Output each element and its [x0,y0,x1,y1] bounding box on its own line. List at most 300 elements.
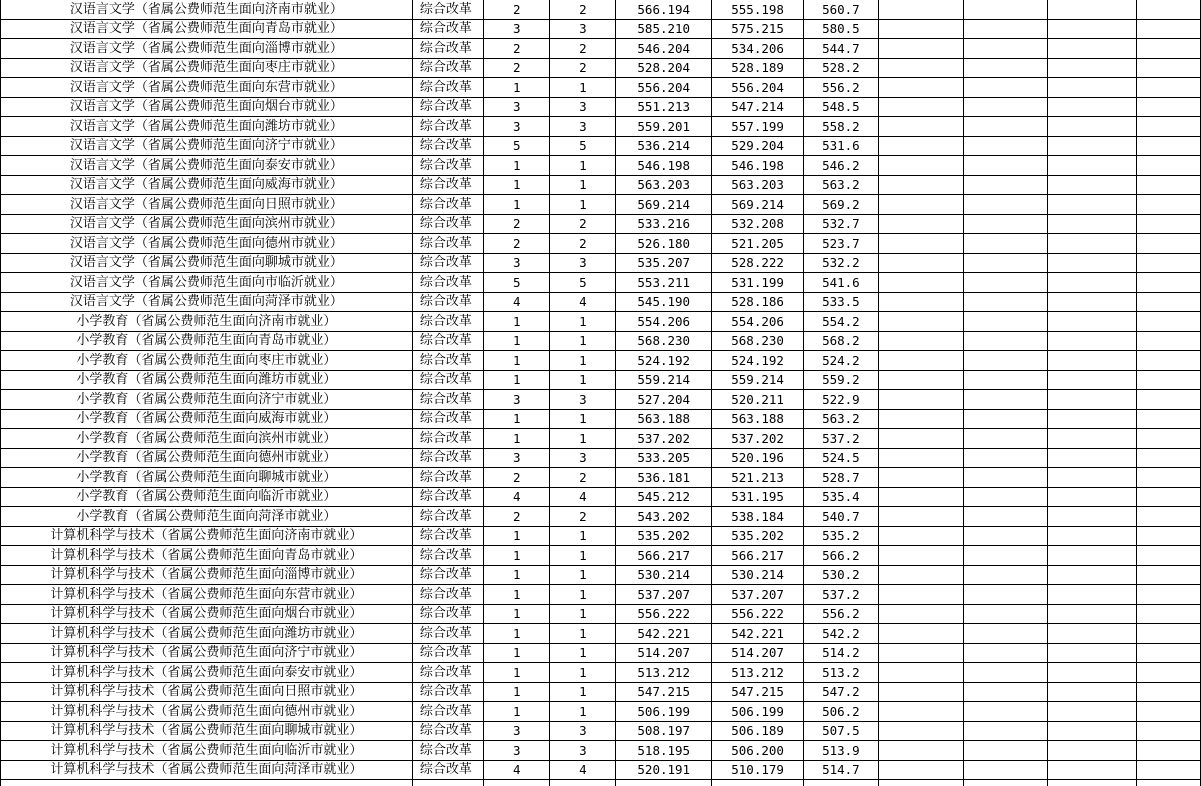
plan-count-cell: 3 [484,97,550,117]
avg-score-cell: 537.2 [804,429,879,449]
table-row [1,0,1201,19]
table-row [1,526,1201,546]
max-score-cell: 526.180 [616,234,712,254]
min-score-cell: 506.200 [712,741,804,761]
avg-score-cell: 537.2 [804,585,879,605]
empty-cell [1048,507,1137,527]
major-cell: 小学教育（省属公费师范生面向济南市就业） [1,312,413,332]
empty-cell [963,39,1047,59]
empty-cell [1048,390,1137,410]
major-cell: 计算机科学与技术（省属公费师范生面向烟台市就业） [1,604,413,624]
category-cell: 综合改革 [412,741,483,761]
empty-cell [963,97,1047,117]
empty-cell [1048,448,1137,468]
empty-cell [878,78,963,98]
max-score-cell: 535.202 [616,526,712,546]
empty-cell [1136,39,1200,59]
admitted-count-cell: 3 [550,741,616,761]
category-cell: 综合改革 [412,97,483,117]
table-row [1,468,1201,488]
avg-score-cell: 532.2 [804,253,879,273]
plan-count-cell: 2 [484,39,550,59]
category-cell: 综合改革 [412,117,483,137]
category-cell: 综合改革 [412,702,483,722]
major-cell: 汉语言文学（省属公费师范生面向泰安市就业） [1,156,413,176]
major-cell: 计算机科学与技术（省属公费师范生面向东营市就业） [1,585,413,605]
admitted-count-cell: 3 [550,448,616,468]
max-score-cell: 528.204 [616,58,712,78]
plan-count-cell: 1 [484,370,550,390]
empty-cell [963,78,1047,98]
table-row [1,331,1201,351]
empty-cell [878,702,963,722]
max-score-cell: 527.204 [616,390,712,410]
empty-cell [878,663,963,683]
min-score-cell: 529.204 [712,136,804,156]
empty-cell [1048,526,1137,546]
empty-cell [1048,487,1137,507]
plan-count-cell: 4 [484,292,550,312]
category-cell: 综合改革 [412,39,483,59]
major-cell: 计算机科学与技术（省属公费师范生面向淄博市就业） [1,565,413,585]
major-cell: 汉语言文学（省属公费师范生面向市临沂就业） [1,273,413,293]
empty-cell [1048,156,1137,176]
min-score-cell: 547.214 [712,97,804,117]
empty-cell [878,487,963,507]
min-score-cell: 506.189 [712,721,804,741]
category-cell: 综合改革 [412,487,483,507]
max-score-cell: 568.230 [616,331,712,351]
admitted-count-cell: 1 [550,585,616,605]
table-row [1,604,1201,624]
min-score-cell: 528.222 [712,253,804,273]
empty-cell [1048,624,1137,644]
empty-cell [963,312,1047,332]
major-cell: 汉语言文学（省属公费师范生面向枣庄市就业） [1,58,413,78]
min-score-cell: 514.207 [712,643,804,663]
table-row [1,741,1201,761]
avg-score-cell: 541.6 [804,273,879,293]
empty-cell [1136,234,1200,254]
empty-cell [1136,546,1200,566]
avg-score-cell: 528.2 [804,58,879,78]
major-cell: 汉语言文学（省属公费师范生面向菏泽市就业） [1,292,413,312]
admitted-count-cell: 1 [550,682,616,702]
plan-count-cell: 1 [484,312,550,332]
min-score-cell: 554.206 [712,312,804,332]
admitted-count-cell: 3 [550,117,616,137]
min-score-cell: 555.198 [712,0,804,19]
major-cell: 小学教育（省属公费师范生面向德州市就业） [1,448,413,468]
category-cell: 综合改革 [412,136,483,156]
empty-cell [1048,351,1137,371]
table-row [1,117,1201,137]
table-row [1,312,1201,332]
empty-cell [963,468,1047,488]
min-score-cell: 528.186 [712,292,804,312]
table-row [1,156,1201,176]
empty-cell [1048,78,1137,98]
major-cell: 小学教育（省属公费师范生面向青岛市就业） [1,331,413,351]
empty-cell [963,585,1047,605]
major-cell: 汉语言文学（省属公费师范生面向德州市就业） [1,234,413,254]
empty-cell [1048,195,1137,215]
empty-cell [963,663,1047,683]
max-score-cell: 569.214 [616,195,712,215]
empty-cell [1136,117,1200,137]
max-score-cell: 547.215 [616,682,712,702]
empty-cell [878,565,963,585]
plan-count-cell: 1 [484,175,550,195]
min-score-cell: 531.195 [712,487,804,507]
plan-count-cell: 5 [484,136,550,156]
category-cell: 综合改革 [412,292,483,312]
empty-cell [1136,351,1200,371]
empty-cell [1136,214,1200,234]
empty-cell [878,253,963,273]
major-cell: 小学教育（省属公费师范生面向滨州市就业） [1,429,413,449]
category-cell: 综合改革 [412,214,483,234]
admitted-count-cell: 3 [550,390,616,410]
empty-cell [1048,585,1137,605]
max-score-cell: 518.195 [616,741,712,761]
empty-cell [1048,0,1137,19]
avg-score-cell: 535.4 [804,487,879,507]
empty-cell [484,780,550,786]
category-cell: 综合改革 [412,468,483,488]
category-cell: 综合改革 [412,390,483,410]
plan-count-cell: 3 [484,253,550,273]
table-body [1,0,1201,786]
major-cell: 小学教育（省属公费师范生面向临沂市就业） [1,487,413,507]
min-score-cell: 532.208 [712,214,804,234]
empty-cell [878,0,963,19]
plan-count-cell: 1 [484,351,550,371]
major-cell: 汉语言文学（省属公费师范生面向潍坊市就业） [1,117,413,137]
empty-cell [878,409,963,429]
major-cell: 汉语言文学（省属公费师范生面向青岛市就业） [1,19,413,39]
major-cell: 计算机科学与技术（省属公费师范生面向济南市就业） [1,526,413,546]
empty-cell [1048,19,1137,39]
table-row [1,175,1201,195]
empty-cell [1136,526,1200,546]
avg-score-cell: 524.5 [804,448,879,468]
empty-cell [878,585,963,605]
empty-cell [963,448,1047,468]
empty-cell [878,58,963,78]
empty-cell [1048,58,1137,78]
admitted-count-cell: 1 [550,370,616,390]
avg-score-cell: 523.7 [804,234,879,254]
major-cell: 汉语言文学（省属公费师范生面向济宁市就业） [1,136,413,156]
avg-score-cell: 532.7 [804,214,879,234]
plan-count-cell: 4 [484,760,550,780]
min-score-cell: 520.211 [712,390,804,410]
min-score-cell: 559.214 [712,370,804,390]
table-row [1,682,1201,702]
empty-cell [712,780,804,786]
min-score-cell: 534.206 [712,39,804,59]
empty-cell [963,331,1047,351]
major-cell: 小学教育（省属公费师范生面向潍坊市就业） [1,370,413,390]
table-row [1,702,1201,722]
empty-cell [878,643,963,663]
empty-cell [1136,702,1200,722]
admitted-count-cell: 2 [550,507,616,527]
admitted-count-cell: 1 [550,663,616,683]
empty-cell [1136,760,1200,780]
max-score-cell: 546.198 [616,156,712,176]
category-cell: 综合改革 [412,643,483,663]
avg-score-cell: 560.7 [804,0,879,19]
min-score-cell: 513.212 [712,663,804,683]
table-row [1,97,1201,117]
empty-cell [1048,409,1137,429]
plan-count-cell: 2 [484,0,550,19]
admitted-count-cell: 1 [550,702,616,722]
plan-count-cell: 2 [484,234,550,254]
max-score-cell: 545.190 [616,292,712,312]
max-score-cell: 513.212 [616,663,712,683]
avg-score-cell: 563.2 [804,409,879,429]
min-score-cell: 535.202 [712,526,804,546]
major-cell: 汉语言文学（省属公费师范生面向济南市就业） [1,0,413,19]
empty-cell [878,682,963,702]
admitted-count-cell: 2 [550,234,616,254]
min-score-cell: 563.203 [712,175,804,195]
major-cell: 小学教育（省属公费师范生面向枣庄市就业） [1,351,413,371]
avg-score-cell: 556.2 [804,604,879,624]
table-row [1,78,1201,98]
empty-cell [878,741,963,761]
major-cell: 小学教育（省属公费师范生面向聊城市就业） [1,468,413,488]
empty-cell [1048,760,1137,780]
table-row [1,390,1201,410]
empty-cell [550,780,616,786]
plan-count-cell: 3 [484,741,550,761]
min-score-cell: 528.189 [712,58,804,78]
table-row [1,585,1201,605]
category-cell: 综合改革 [412,585,483,605]
avg-score-cell: 548.5 [804,97,879,117]
empty-cell [1136,585,1200,605]
plan-count-cell: 1 [484,409,550,429]
category-cell: 综合改革 [412,195,483,215]
admitted-count-cell: 4 [550,760,616,780]
empty-cell [1048,214,1137,234]
plan-count-cell: 1 [484,585,550,605]
plan-count-cell: 5 [484,273,550,293]
avg-score-cell: 533.5 [804,292,879,312]
empty-cell [1048,565,1137,585]
admitted-count-cell: 1 [550,429,616,449]
major-cell: 小学教育（省属公费师范生面向威海市就业） [1,409,413,429]
max-score-cell: 563.203 [616,175,712,195]
plan-count-cell: 2 [484,58,550,78]
empty-cell [878,19,963,39]
empty-cell [412,780,483,786]
category-cell: 综合改革 [412,624,483,644]
empty-cell [963,721,1047,741]
table-row [1,507,1201,527]
category-cell: 综合改革 [412,546,483,566]
max-score-cell: 585.210 [616,19,712,39]
max-score-cell: 566.194 [616,0,712,19]
table-row [1,409,1201,429]
empty-cell [963,58,1047,78]
category-cell: 综合改革 [412,19,483,39]
empty-cell [963,409,1047,429]
table-row [1,292,1201,312]
empty-cell [1048,780,1137,786]
major-cell: 计算机科学与技术（省属公费师范生面向菏泽市就业） [1,760,413,780]
max-score-cell: 535.207 [616,253,712,273]
category-cell: 综合改革 [412,253,483,273]
table-row [1,273,1201,293]
plan-count-cell: 1 [484,156,550,176]
category-cell: 综合改革 [412,760,483,780]
empty-cell [1048,97,1137,117]
max-score-cell: 559.201 [616,117,712,137]
avg-score-cell: 542.2 [804,624,879,644]
major-cell: 计算机科学与技术（省属公费师范生面向临沂市就业） [1,741,413,761]
plan-count-cell: 1 [484,624,550,644]
empty-cell [963,351,1047,371]
empty-cell [1136,370,1200,390]
min-score-cell: 569.214 [712,195,804,215]
empty-cell [878,448,963,468]
max-score-cell: 566.217 [616,546,712,566]
empty-cell [963,390,1047,410]
major-cell: 汉语言文学（省属公费师范生面向滨州市就业） [1,214,413,234]
table-row [1,195,1201,215]
min-score-cell: 537.202 [712,429,804,449]
avg-score-cell: 558.2 [804,117,879,137]
empty-cell [1136,780,1200,786]
empty-cell [1136,19,1200,39]
admitted-count-cell: 1 [550,409,616,429]
max-score-cell: 514.207 [616,643,712,663]
max-score-cell: 559.214 [616,370,712,390]
empty-cell [1048,604,1137,624]
plan-count-cell: 3 [484,117,550,137]
empty-cell [1136,253,1200,273]
max-score-cell: 520.191 [616,760,712,780]
min-score-cell: 566.217 [712,546,804,566]
avg-score-cell: 569.2 [804,195,879,215]
category-cell: 综合改革 [412,234,483,254]
major-cell: 计算机科学与技术（省属公费师范生面向德州市就业） [1,702,413,722]
table-row [1,546,1201,566]
category-cell: 综合改革 [412,156,483,176]
avg-score-cell: 559.2 [804,370,879,390]
min-score-cell: 520.196 [712,448,804,468]
plan-count-cell: 1 [484,331,550,351]
empty-cell [1048,273,1137,293]
category-cell: 综合改革 [412,565,483,585]
empty-cell [1048,370,1137,390]
avg-score-cell: 556.2 [804,78,879,98]
min-score-cell: 563.188 [712,409,804,429]
major-cell: 计算机科学与技术（省属公费师范生面向日照市就业） [1,682,413,702]
empty-cell [1048,663,1137,683]
table-row [1,58,1201,78]
plan-count-cell: 3 [484,390,550,410]
plan-count-cell: 1 [484,526,550,546]
empty-cell [1048,702,1137,722]
admitted-count-cell: 2 [550,468,616,488]
empty-cell [1048,312,1137,332]
plan-count-cell: 1 [484,663,550,683]
empty-cell [1136,58,1200,78]
admitted-count-cell: 3 [550,19,616,39]
empty-cell [1048,39,1137,59]
max-score-cell: 556.222 [616,604,712,624]
plan-count-cell: 2 [484,214,550,234]
empty-cell [963,429,1047,449]
empty-cell [1048,643,1137,663]
table-row [1,351,1201,371]
empty-cell [1048,546,1137,566]
empty-cell [963,234,1047,254]
empty-cell [1136,429,1200,449]
max-score-cell: 508.197 [616,721,712,741]
empty-cell [1048,234,1137,254]
avg-score-cell: 554.2 [804,312,879,332]
empty-cell [1136,312,1200,332]
empty-cell [1048,331,1137,351]
empty-cell [963,546,1047,566]
empty-cell [963,643,1047,663]
min-score-cell: 521.213 [712,468,804,488]
empty-cell [1048,175,1137,195]
empty-cell [963,526,1047,546]
table-row [1,565,1201,585]
major-cell: 汉语言文学（省属公费师范生面向东营市就业） [1,78,413,98]
empty-cell [878,721,963,741]
empty-cell [878,195,963,215]
admitted-count-cell: 3 [550,253,616,273]
admitted-count-cell: 5 [550,273,616,293]
admitted-count-cell: 1 [550,175,616,195]
empty-cell [1048,682,1137,702]
plan-count-cell: 1 [484,78,550,98]
empty-cell [1136,448,1200,468]
admitted-count-cell: 2 [550,0,616,19]
admitted-count-cell: 1 [550,565,616,585]
min-score-cell: 556.222 [712,604,804,624]
empty-cell [1136,409,1200,429]
plan-count-cell: 3 [484,721,550,741]
max-score-cell: 537.202 [616,429,712,449]
empty-cell [804,780,879,786]
admitted-count-cell: 4 [550,487,616,507]
table-row [1,136,1201,156]
avg-score-cell: 530.2 [804,565,879,585]
empty-cell [1136,643,1200,663]
table-row [1,448,1201,468]
max-score-cell: 553.211 [616,273,712,293]
empty-cell [1048,468,1137,488]
category-cell: 综合改革 [412,448,483,468]
empty-cell [963,702,1047,722]
major-cell: 计算机科学与技术（省属公费师范生面向青岛市就业） [1,546,413,566]
empty-cell [878,780,963,786]
max-score-cell: 542.221 [616,624,712,644]
category-cell: 综合改革 [412,604,483,624]
max-score-cell: 536.214 [616,136,712,156]
max-score-cell: 554.206 [616,312,712,332]
